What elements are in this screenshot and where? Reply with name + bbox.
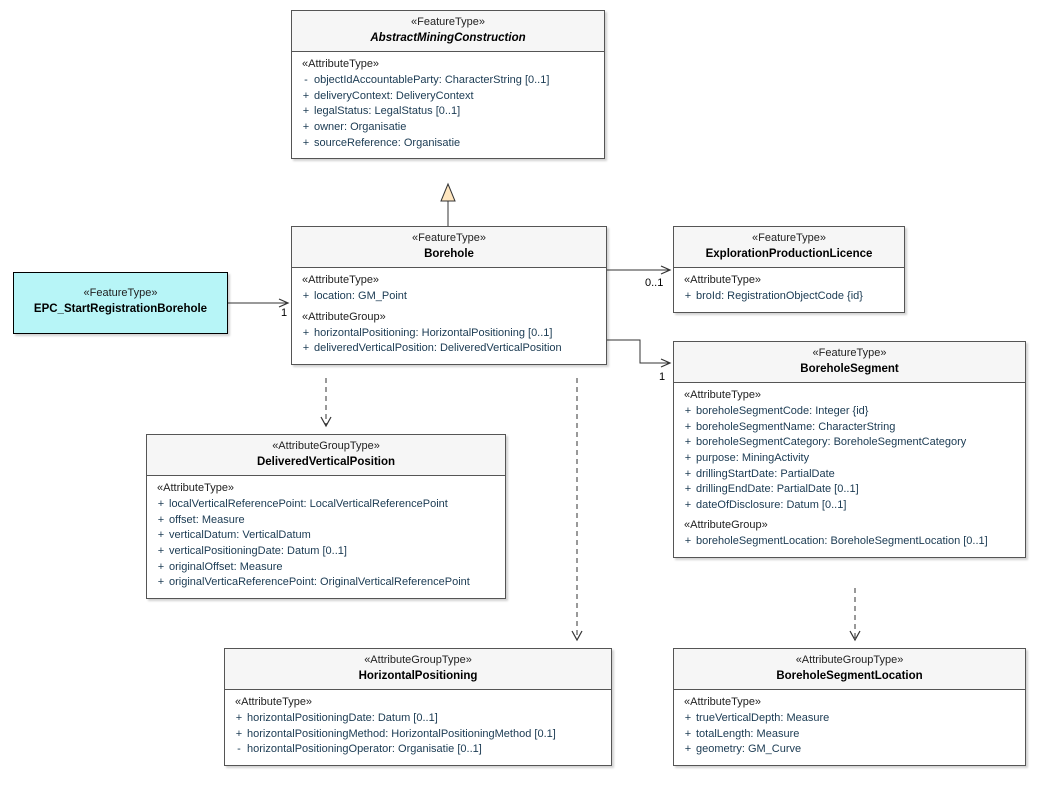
compartment-label: «AttributeType» xyxy=(302,58,380,71)
attribute-row xyxy=(678,467,1021,483)
compartment-label: «AttributeType» xyxy=(684,696,762,709)
class-compartment-attributetype xyxy=(674,690,1025,765)
attribute-text: geometry: GM_Curve xyxy=(696,743,802,756)
attribute-text: drillingEndDate: PartialDate [0..1] xyxy=(696,483,859,496)
attribute-text: deliveryContext: DeliveryContext xyxy=(314,89,474,102)
attribute-visibility: + xyxy=(302,89,310,102)
attribute-text: owner: Organisatie xyxy=(314,120,407,133)
attribute-row xyxy=(229,727,607,743)
attribute-text: verticalDatum: VerticalDatum xyxy=(169,529,311,542)
attribute-text: deliveredVerticalPosition: DeliveredVerticalPosition xyxy=(314,342,562,355)
attribute-row xyxy=(151,575,501,591)
attribute-text: verticalPositioningDate: Datum [0..1] xyxy=(169,544,347,557)
class-header xyxy=(292,11,604,52)
attribute-visibility: + xyxy=(302,136,310,149)
compartment-label: «AttributeType» xyxy=(684,274,762,287)
class-header xyxy=(674,227,904,268)
class-stereotype: «FeatureType» xyxy=(752,232,826,244)
class-header xyxy=(674,342,1025,383)
attribute-visibility: + xyxy=(157,560,165,573)
attribute-text: localVerticalReferencePoint: LocalVerticalReferencePoint xyxy=(169,498,448,511)
class-header xyxy=(292,227,606,268)
class-stereotype: «FeatureType» xyxy=(412,232,486,244)
attribute-row xyxy=(678,404,1021,420)
attribute-row xyxy=(296,326,602,342)
attribute-text: dateOfDisclosure: Datum [0..1] xyxy=(696,498,847,511)
attribute-text: boreholeSegmentCode: Integer {id} xyxy=(696,405,869,418)
attribute-row xyxy=(678,482,1021,498)
class-abstractminingconstruction[interactable] xyxy=(291,10,605,159)
edge-label-epc-borehole: 1 xyxy=(281,307,288,319)
attribute-text: totalLength: Measure xyxy=(696,727,800,740)
attribute-row xyxy=(296,104,600,120)
compartment-label: «AttributeGroup» xyxy=(684,519,768,532)
attribute-visibility: + xyxy=(684,436,692,449)
attribute-text: broId: RegistrationObjectCode {id} xyxy=(696,290,863,303)
attribute-row xyxy=(296,136,600,152)
attribute-row xyxy=(296,341,602,357)
attribute-row xyxy=(678,534,1021,550)
attribute-row xyxy=(229,711,607,727)
attribute-row xyxy=(678,420,1021,436)
attribute-visibility: + xyxy=(684,290,692,303)
attribute-visibility: + xyxy=(157,544,165,557)
class-name: Borehole xyxy=(424,247,474,260)
attribute-visibility: + xyxy=(684,451,692,464)
attribute-visibility: - xyxy=(304,74,308,87)
class-stereotype: «FeatureType» xyxy=(411,16,485,28)
attribute-row xyxy=(229,742,607,758)
attribute-row xyxy=(678,727,1021,743)
class-boreholesegmentlocation[interactable] xyxy=(673,648,1026,766)
attribute-text: offset: Measure xyxy=(169,513,245,526)
attribute-visibility: + xyxy=(302,290,310,303)
compartment-label: «AttributeType» xyxy=(684,389,762,402)
class-header xyxy=(225,649,611,690)
class-name: HorizontalPositioning xyxy=(358,669,478,682)
class-stereotype: «FeatureType» xyxy=(83,287,158,299)
attribute-visibility: + xyxy=(302,120,310,133)
attribute-text: sourceReference: Organisatie xyxy=(314,136,461,149)
attribute-text: horizontalPositioningMethod: HorizontalPositioningMethod [0.1] xyxy=(247,727,556,740)
attribute-row xyxy=(678,435,1021,451)
attribute-visibility: + xyxy=(684,420,692,433)
attribute-text: horizontalPositioningOperator: Organisatie [0..1] xyxy=(247,743,482,756)
attribute-text: purpose: MiningActivity xyxy=(696,451,810,464)
attribute-visibility: + xyxy=(684,727,692,740)
attribute-text: horizontalPositioningDate: Datum [0..1] xyxy=(247,712,438,725)
class-header xyxy=(14,273,227,322)
attribute-visibility: + xyxy=(684,467,692,480)
class-compartment-attributes xyxy=(674,383,1025,557)
class-compartment-attributetype xyxy=(147,476,505,598)
class-horizontalpositioning[interactable] xyxy=(224,648,612,766)
class-name: BoreholeSegmentLocation xyxy=(776,669,923,682)
attribute-visibility: + xyxy=(684,743,692,756)
attribute-visibility: + xyxy=(684,483,692,496)
attribute-row xyxy=(151,544,501,560)
class-explorationproductionlicence[interactable] xyxy=(673,226,905,313)
attribute-visibility: + xyxy=(684,535,692,548)
attribute-text: horizontalPositioning: HorizontalPositioning [0..1] xyxy=(314,326,553,339)
attribute-visibility: + xyxy=(302,105,310,118)
class-stereotype: «AttributeGroupType» xyxy=(272,440,380,452)
class-header xyxy=(674,649,1025,690)
attribute-row xyxy=(296,73,600,89)
attribute-row xyxy=(296,289,602,305)
attribute-row xyxy=(151,528,501,544)
attribute-row xyxy=(296,89,600,105)
edge-label-segment: 1 xyxy=(659,371,666,383)
attribute-text: trueVerticalDepth: Measure xyxy=(696,712,830,725)
class-borehole[interactable] xyxy=(291,226,607,365)
attribute-text: originalVerticaReferencePoint: OriginalVerticalReferencePoint xyxy=(169,576,470,589)
class-boreholesegment[interactable] xyxy=(673,341,1026,558)
attribute-row xyxy=(151,513,501,529)
class-name: BoreholeSegment xyxy=(800,362,899,375)
attribute-row xyxy=(296,120,600,136)
attribute-visibility: + xyxy=(302,342,310,355)
compartment-label: «AttributeType» xyxy=(302,274,380,287)
attribute-visibility: - xyxy=(237,743,241,756)
class-deliveredverticalposition[interactable] xyxy=(146,434,506,599)
attribute-row xyxy=(678,742,1021,758)
class-name: EPC_StartRegistrationBorehole xyxy=(33,302,208,315)
attribute-text: objectIdAccountableParty: CharacterString [0..1] xyxy=(314,74,550,87)
compartment-label: «AttributeGroup» xyxy=(302,310,386,323)
attribute-visibility: + xyxy=(157,498,165,511)
class-header xyxy=(147,435,505,476)
class-epc-startregistrationborehole[interactable] xyxy=(13,272,228,334)
class-name: DeliveredVerticalPosition xyxy=(256,455,396,468)
attribute-text: boreholeSegmentName: CharacterString xyxy=(696,420,896,433)
attribute-row xyxy=(678,498,1021,514)
generalization-borehole-to-abstractminingconstruction xyxy=(441,184,455,226)
attribute-visibility: + xyxy=(157,576,165,589)
class-stereotype: «AttributeGroupType» xyxy=(795,654,904,666)
association-borehole-to-boreholesegment xyxy=(607,340,670,363)
attribute-visibility: + xyxy=(684,498,692,511)
attribute-visibility: + xyxy=(157,529,165,542)
class-compartment-attributetype xyxy=(225,690,611,765)
attribute-visibility: + xyxy=(235,712,243,725)
class-compartment-attributetype xyxy=(292,52,604,158)
attribute-row xyxy=(678,289,900,305)
attribute-row xyxy=(678,711,1021,727)
attribute-text: legalStatus: LegalStatus [0..1] xyxy=(314,105,461,118)
compartment-label: «AttributeType» xyxy=(157,482,235,495)
class-name: AbstractMiningConstruction xyxy=(370,31,526,44)
class-compartment-attributetype xyxy=(674,268,904,312)
attribute-text: drillingStartDate: PartialDate xyxy=(696,467,835,480)
compartment-label: «AttributeType» xyxy=(235,696,313,709)
attribute-text: boreholeSegmentLocation: BoreholeSegmentLocation [0..1] xyxy=(696,535,988,548)
attribute-text: location: GM_Point xyxy=(314,290,407,303)
class-name: ExplorationProductionLicence xyxy=(705,247,873,260)
attribute-text: originalOffset: Measure xyxy=(169,560,283,573)
attribute-text: boreholeSegmentCategory: BoreholeSegmentCategory xyxy=(696,436,967,449)
class-stereotype: «FeatureType» xyxy=(812,347,887,359)
attribute-visibility: + xyxy=(684,405,692,418)
attribute-row xyxy=(151,560,501,576)
class-stereotype: «AttributeGroupType» xyxy=(364,654,472,666)
class-compartment-attributes xyxy=(292,268,606,364)
attribute-visibility: + xyxy=(302,326,310,339)
edge-label-licence: 0..1 xyxy=(645,277,664,289)
attribute-visibility: + xyxy=(235,727,243,740)
attribute-visibility: + xyxy=(157,513,165,526)
attribute-visibility: + xyxy=(684,712,692,725)
attribute-row xyxy=(151,497,501,513)
attribute-row xyxy=(678,451,1021,467)
